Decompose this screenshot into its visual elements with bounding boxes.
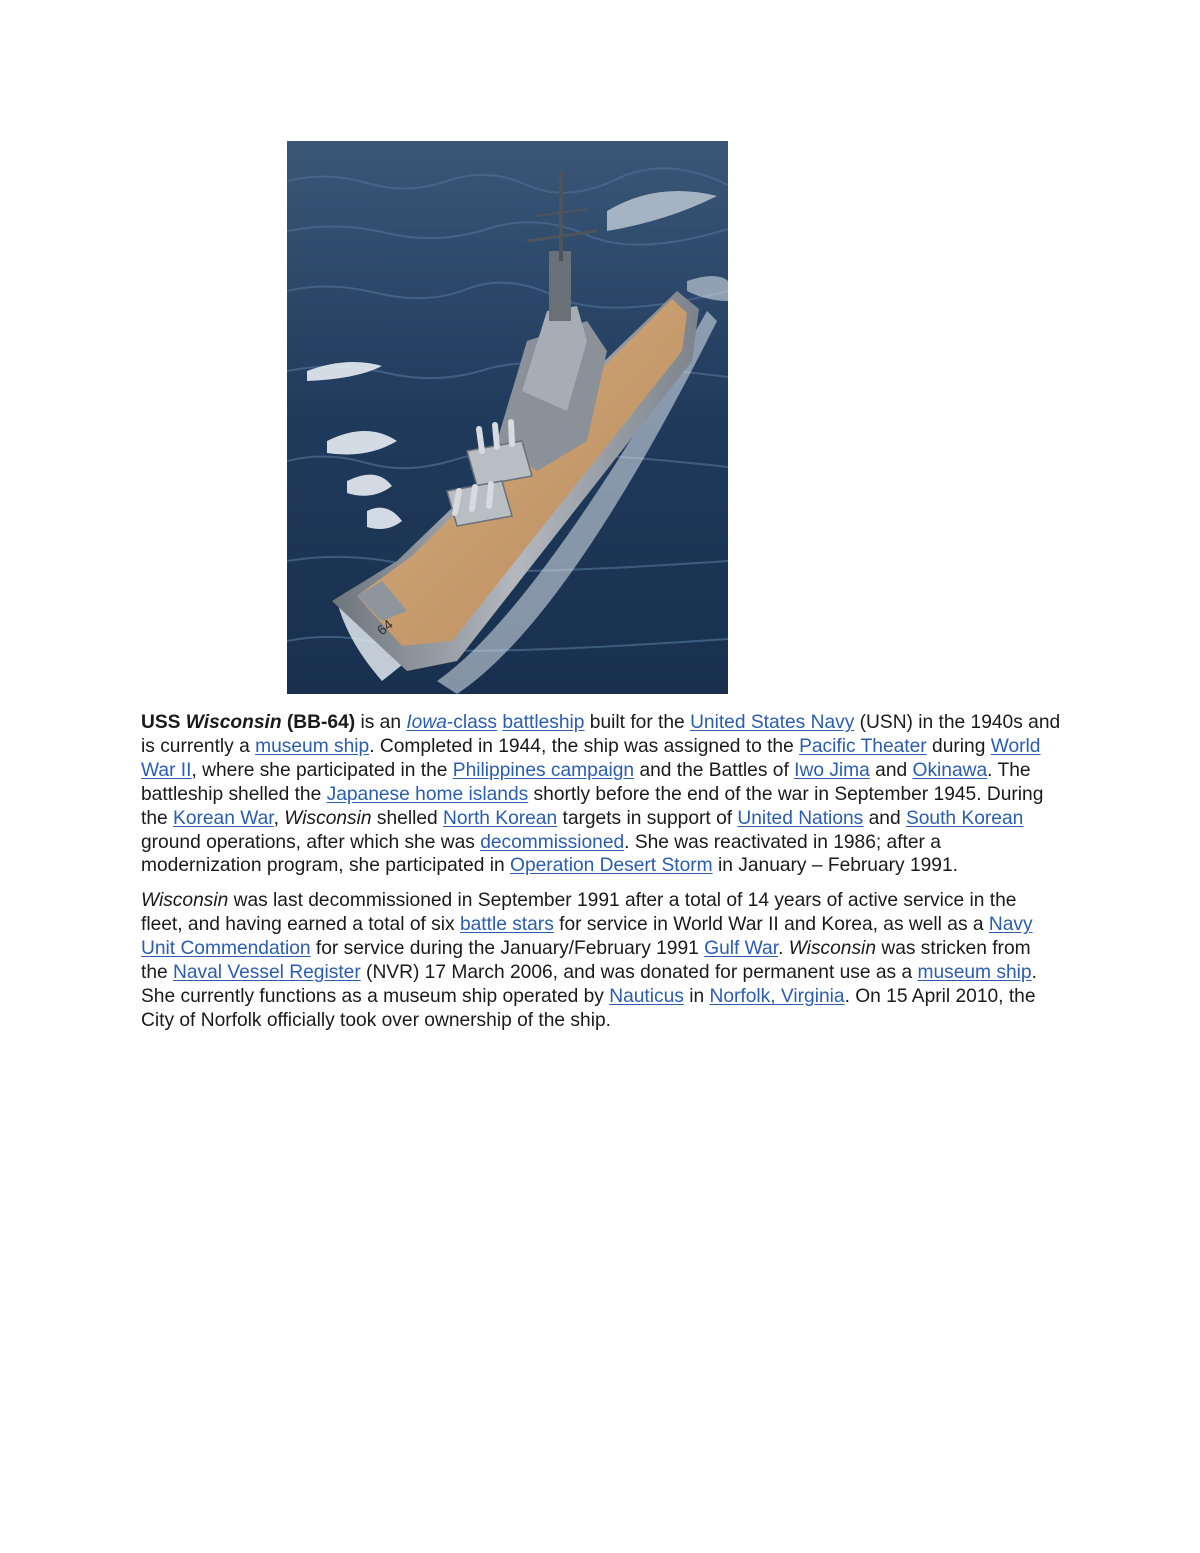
text-span: and the Battles of [634, 759, 795, 781]
ship-name: Wisconsin [185, 712, 282, 733]
text-span: (NVR) 17 March 2006, and was donated for permanent use as a [360, 962, 918, 984]
text-span: was stricken from the [141, 938, 1031, 984]
text-span: for service in World War II and Korea, as well as a [553, 914, 989, 936]
text-span: . [778, 938, 789, 960]
link-iwo-jima[interactable]: Iwo Jima [794, 759, 870, 781]
link-iowa[interactable]: Iowa [406, 712, 447, 733]
text-span: in January – February 1991. [712, 855, 958, 877]
article-body [141, 711, 1061, 1044]
link-museum-ship-2[interactable]: museum ship [917, 962, 1032, 984]
link-korean-war[interactable]: Korean War [173, 807, 274, 829]
link-naval-vessel-register[interactable]: Naval Vessel Register [173, 962, 361, 984]
link-pacific-theater[interactable]: Pacific Theater [799, 735, 927, 757]
text-span: . The battleship shelled the [141, 759, 1031, 805]
link-south-korean[interactable]: South Korean [905, 807, 1024, 829]
text-span: built for the [584, 712, 691, 733]
text-span: . She was reactivated in 1986; after a modernization program, she participated in [141, 831, 941, 877]
text-span: and [869, 759, 913, 781]
svg-text:64: 64 [373, 616, 396, 639]
text-span: shelled [371, 807, 444, 829]
link-navy-unit-commendation[interactable]: Navy Unit Commendation [141, 914, 1033, 960]
link-decommissioned[interactable]: decommissioned [480, 831, 625, 853]
text-span: in [683, 985, 710, 1007]
ship-name-italic: Wisconsin [141, 890, 229, 912]
link-okinawa[interactable]: Okinawa [912, 759, 988, 781]
link-norfolk-virginia[interactable]: Norfolk, Virginia [709, 985, 845, 1007]
link-north-korean[interactable]: North Korean [443, 807, 558, 829]
link-united-nations[interactable]: United Nations [737, 807, 864, 829]
hull-number: (BB-64) [281, 712, 356, 733]
link-operation-desert-storm[interactable]: Operation Desert Storm [510, 855, 713, 877]
text-span: and [863, 807, 906, 829]
text-span: , [273, 807, 285, 829]
link-battle-stars[interactable]: battle stars [459, 914, 554, 936]
text-span: (USN) in the 1940s and is currently a [141, 712, 1061, 757]
text-span: is an [355, 712, 407, 733]
text-span: for service during the January/February 1991 [310, 938, 705, 960]
text-span: targets in support of [557, 807, 738, 829]
ship-name-italic: Wisconsin [284, 807, 372, 829]
text-span: , where she participated in the [191, 759, 453, 781]
text-span: shortly before the end of the war in September 1945. During the [141, 783, 1044, 829]
link-japanese-home-islands[interactable]: Japanese home islands [326, 783, 529, 805]
link-iowa-class[interactable]: -class [446, 712, 497, 733]
link-philippines-campaign[interactable]: Philippines campaign [452, 759, 635, 781]
link-battleship[interactable]: battleship [502, 712, 585, 733]
link-united-states-navy[interactable]: United States Navy [690, 712, 855, 733]
ship-name-prefix: USS [141, 712, 186, 733]
battleship-photo [287, 141, 728, 694]
text-span: was last decommissioned in September 1991 after a total of 14 years of active service in the fleet, and having earned a total of six [141, 890, 1017, 936]
text-span: during [926, 735, 991, 757]
ship-name-italic: Wisconsin [788, 938, 876, 960]
link-world-war-ii[interactable]: World War II [141, 735, 1041, 781]
text-span: . On 15 April 2010, the City of Norfolk officially took over ownership of the ship. [141, 985, 1036, 1031]
text-span: . Completed in 1944, the ship was assigned to the [369, 735, 800, 757]
link-museum-ship[interactable]: museum ship [255, 735, 370, 757]
text-span: ground operations, after which she was [141, 831, 481, 853]
link-gulf-war[interactable]: Gulf War [704, 938, 779, 960]
link-nauticus[interactable]: Nauticus [609, 985, 684, 1007]
text-span: . She currently functions as a museum ship operated by [141, 962, 1037, 1007]
paragraph-2 [141, 889, 1061, 1032]
paragraph-1 [141, 711, 1061, 878]
